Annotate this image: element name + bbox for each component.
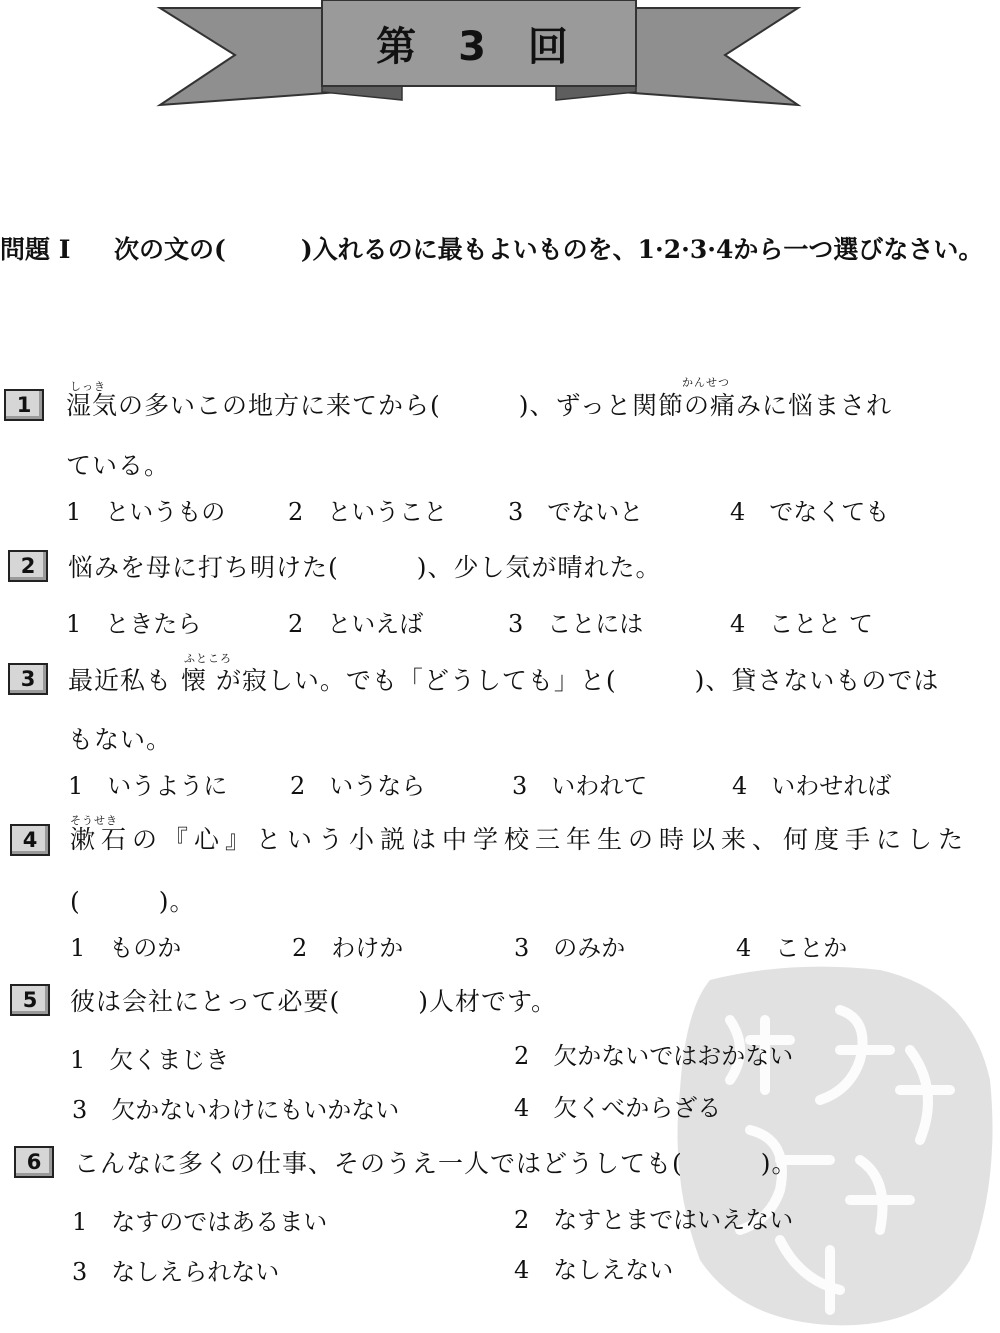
answer-option[interactable]: 2 といえば <box>288 610 424 638</box>
answer-option[interactable]: 2 いうなら <box>290 772 426 800</box>
answer-option[interactable]: 3 なしえられない <box>72 1258 280 1286</box>
answer-option[interactable]: 4 いわせれば <box>732 772 892 800</box>
question-stem-cont: ( )。 <box>70 887 196 916</box>
answer-option[interactable]: 1 というもの <box>66 498 226 526</box>
answer-option[interactable]: 1 いうように <box>68 772 228 800</box>
question-stem: 悩みを母に打ち明けた( )、少し気が晴れた。 <box>68 553 662 582</box>
page-title: 第 3 回 <box>376 23 582 70</box>
question-number: 5 <box>10 984 50 1016</box>
answer-option[interactable]: 3 いわれて <box>512 772 648 800</box>
question-stem: 彼は会社にとって必要( )人材です。 <box>70 987 558 1016</box>
answer-option[interactable]: 3 欠かないわけにもいかない <box>72 1096 400 1124</box>
answer-option[interactable]: 4 でなくても <box>730 498 890 526</box>
answer-option[interactable]: 2 ということ <box>288 498 448 526</box>
question-stem: 漱石の『心』という小説は中学校三年生の時以来、何度手にした <box>70 825 970 854</box>
answer-option[interactable]: 2 欠かないではおかない <box>514 1042 794 1070</box>
ruby-text: ふところ <box>184 652 232 665</box>
ruby-text: しっき <box>70 380 106 393</box>
answer-option[interactable]: 3 のみか <box>514 934 626 962</box>
question-stem: 湿気の多いこの地方に来てから( )、ずっと関節の痛みに悩まされ <box>66 391 893 420</box>
answer-option[interactable]: 1 欠くまじき <box>70 1046 230 1074</box>
question-stem: 最近私も 懐 が寂しい。でも「どうしても」と( )、貸さないものでは <box>68 666 940 695</box>
question-number: 2 <box>8 550 48 582</box>
answer-option[interactable]: 2 わけか <box>292 934 404 962</box>
question-number: 6 <box>14 1146 54 1178</box>
answer-option[interactable]: 1 ときたら <box>66 610 202 638</box>
question-number: 3 <box>8 663 48 695</box>
answer-option[interactable]: 4 欠くべからざる <box>514 1094 722 1122</box>
instruction-text: 次の文の( )入れるのに最もよいものを、1·2·3·4から一つ選びなさい。 <box>114 235 984 264</box>
answer-option[interactable]: 1 なすのではあるまい <box>72 1208 328 1236</box>
answer-option[interactable]: 4 ことか <box>736 934 848 962</box>
question-stem-cont: ている。 <box>66 451 171 480</box>
answer-option[interactable]: 2 なすとまではいえない <box>514 1206 794 1234</box>
instruction-label: 問題 I <box>0 235 71 264</box>
answer-option[interactable]: 4 なしえない <box>514 1256 674 1284</box>
question-number: 4 <box>10 824 50 856</box>
answer-option[interactable]: 3 ことには <box>508 610 644 638</box>
ruby-text: かんせつ <box>682 376 730 389</box>
question-stem-cont: もない。 <box>68 725 173 754</box>
question-stem: こんなに多くの仕事、そのうえ一人ではどうしても( )。 <box>74 1149 798 1178</box>
question-number: 1 <box>4 389 44 421</box>
answer-option[interactable]: 4 ことと て <box>730 610 873 638</box>
answer-option[interactable]: 3 でないと <box>508 498 644 526</box>
answer-option[interactable]: 1 ものか <box>70 934 182 962</box>
ruby-text: そうせき <box>70 814 118 827</box>
